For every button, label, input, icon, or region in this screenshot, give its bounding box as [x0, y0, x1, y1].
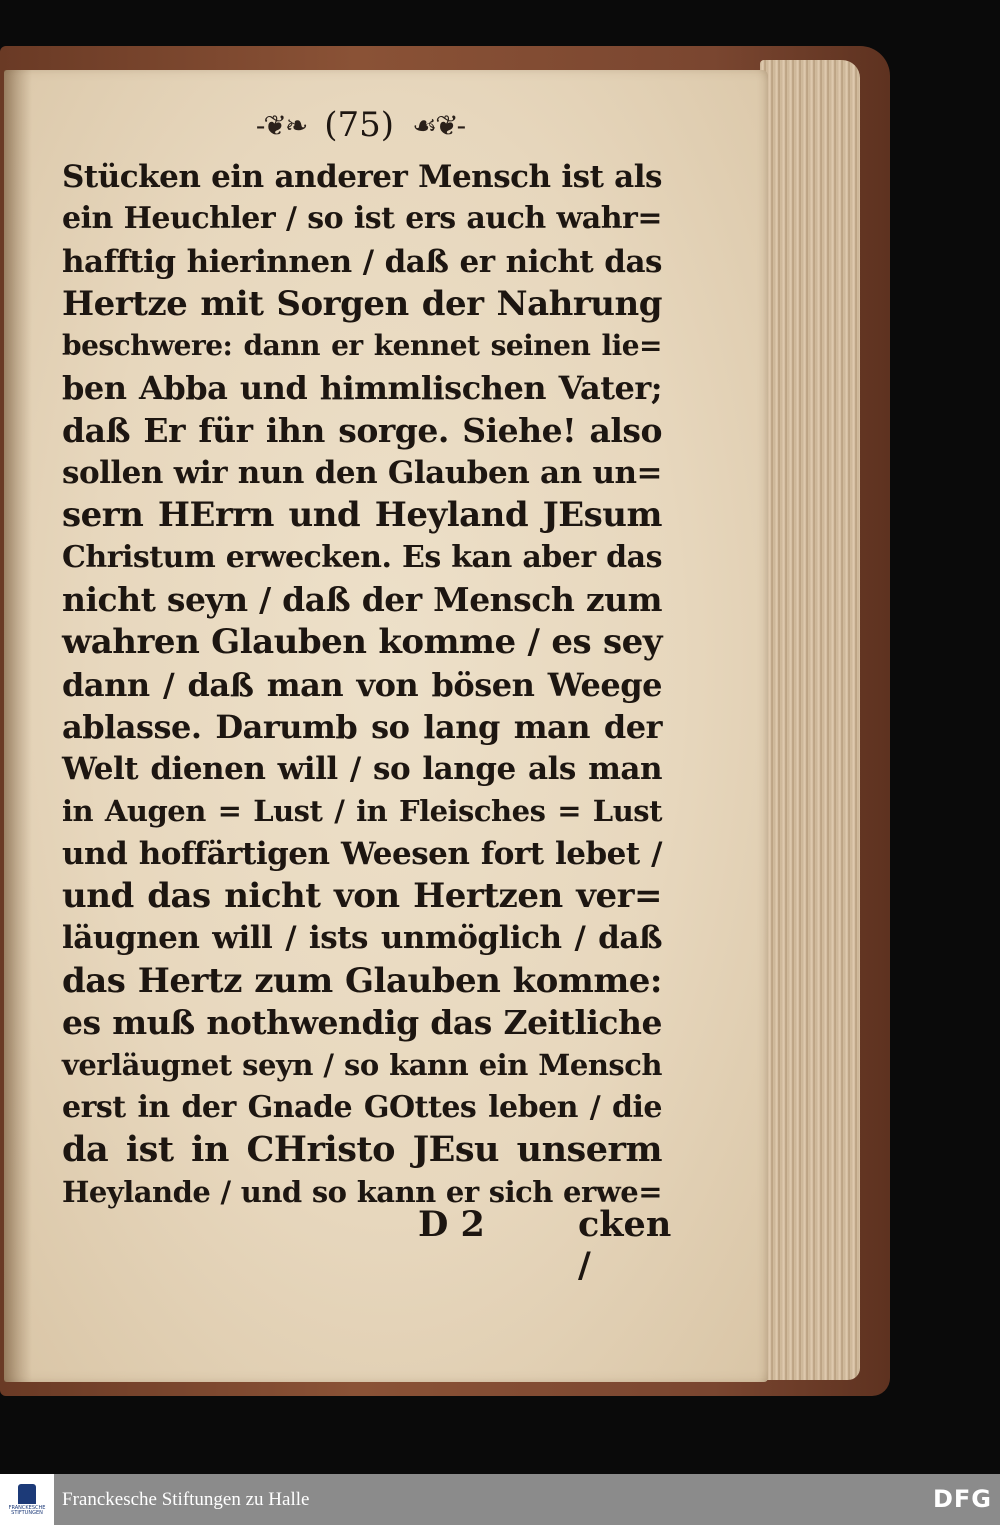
text-line: Hertze mit Sorgen der Nahrung	[62, 283, 662, 324]
text-line: in Augen = Lust / in Fleisches = Lust	[62, 794, 662, 829]
building-icon	[18, 1484, 36, 1504]
text-line: sern HErrn und Heyland JEsum	[62, 495, 662, 536]
text-line: ein Heuchler / so ist ers auch wahr=	[62, 201, 662, 237]
text-line: hafftig hierinnen / daß er nicht das	[62, 243, 662, 280]
page-text	[62, 156, 662, 1213]
text-line: und hoffärtigen Weesen fort lebet /	[62, 835, 662, 872]
text-line: sollen wir nun den Glauben an un=	[62, 455, 662, 492]
page-number: (75)	[324, 105, 395, 145]
catchword: cken /	[578, 1204, 672, 1286]
text-line: und das nicht von Hertzen ver=	[62, 876, 662, 917]
page-footer-line	[408, 1204, 672, 1286]
text-line: beschwere: dann er kennet seinen lie=	[62, 329, 662, 363]
text-line: es muß nothwendig das Zeitliche	[62, 1002, 662, 1042]
text-line: wahren Glauben komme / es sey	[62, 622, 662, 663]
text-line: daß Er für ihn sorge. Siehe! also	[62, 410, 662, 450]
page-edges	[760, 60, 860, 1380]
ornament-left: -❦❧	[255, 108, 307, 142]
signature-mark: D 2	[418, 1204, 485, 1245]
text-line: dann / daß man von bösen Weege	[62, 665, 662, 704]
page-header	[230, 100, 490, 150]
logo-text: FRANCKESCHE STIFTUNGEN	[8, 1504, 46, 1516]
dfg-logo[interactable]: DFG	[932, 1485, 992, 1513]
text-line: nicht seyn / daß der Mensch zum	[62, 579, 662, 619]
text-line: da ist in CHristo JEsu unserm	[62, 1128, 662, 1170]
text-line: Heylande / und so kann er sich erwe=	[62, 1175, 662, 1210]
franckesche-logo[interactable]	[0, 1474, 54, 1525]
text-line: erst in der Gnade GOttes leben / die	[62, 1089, 662, 1125]
text-line: ben Abba und himmlischen Vater;	[62, 369, 662, 408]
text-line: verläugnet seyn / so kann ein Mensch	[62, 1048, 662, 1083]
text-line: ablasse. Darumb so lang man der	[62, 707, 662, 746]
ornament-right: ☙❦-	[412, 108, 465, 142]
page-gutter	[4, 70, 32, 1382]
text-line: läugnen will / ists unmöglich / daß	[62, 920, 662, 957]
text-line: das Hertz zum Glauben komme:	[62, 960, 662, 1001]
viewer-footer	[0, 1474, 1000, 1525]
institution-name: Franckesche Stiftungen zu Halle	[62, 1489, 310, 1510]
text-line: Christum erwecken. Es kan aber das	[62, 539, 662, 575]
text-line: Stücken ein anderer Mensch ist als	[62, 159, 662, 195]
text-line: Welt dienen will / so lange als man	[62, 751, 662, 788]
